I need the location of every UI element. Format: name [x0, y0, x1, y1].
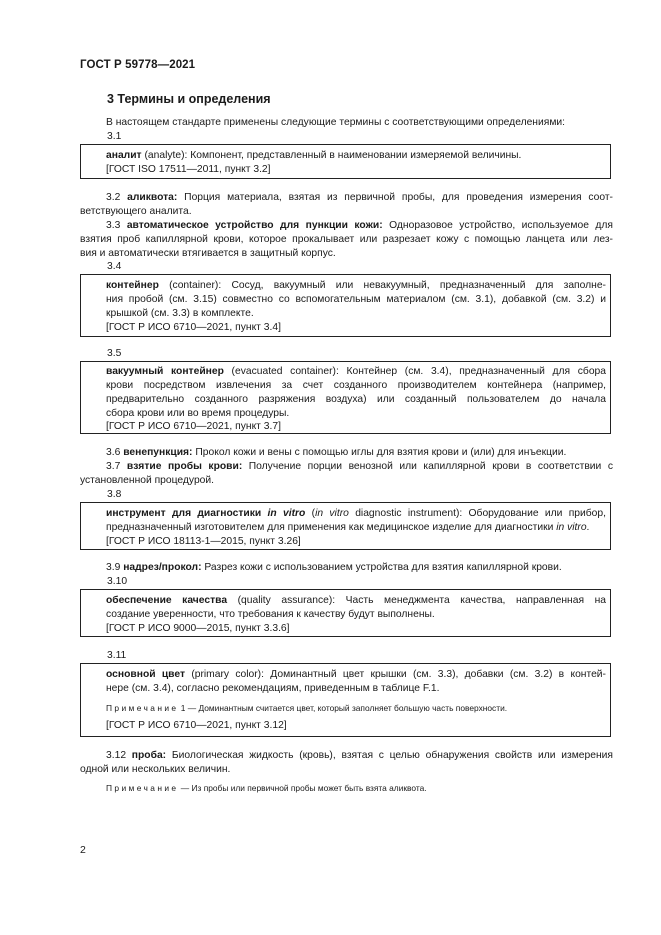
term-3-3: 3.3 автоматическое устройство для пункции кожи: Одноразовое устройство, используемое для: [106, 220, 613, 231]
term-name: основной цвет: [106, 669, 186, 680]
term-note: Примечание 1 — Доминантным считается цвет, который заполняет большую часть поверхности.: [106, 703, 508, 713]
term-source: [ГОСТ ISO 17511—2011, пункт 3.2]: [106, 164, 271, 175]
term-name: обеспечение качества: [106, 595, 228, 606]
term-definition: инструмент для диагностики in vitro (in vitro diagnostic instrument): Оборудование или прибор,: [106, 508, 606, 519]
term-definition-cont: предназначенный изготовителем для применения как медицинское изделие для диагностики in vitro.: [106, 522, 590, 533]
term-name: надрез/прокол:: [123, 562, 202, 573]
term-source: [ГОСТ Р ИСО 9000—2015, пункт 3.3.6]: [106, 623, 290, 634]
term-name: вакуумный контейнер: [106, 366, 224, 377]
term-3-3-cont: взятия проб капиллярной крови, которое прокалывает или разрезает кожу с помощью ланцета или лез-: [80, 234, 613, 245]
term-source: [ГОСТ Р ИСО 6710—2021, пункт 3.7]: [106, 421, 281, 432]
term-source: [ГОСТ Р ИСО 6710—2021, пункт 3.12]: [106, 720, 287, 731]
term-note: Примечание — Из пробы или первичной пробы может быть взята аликвота.: [106, 783, 427, 793]
term-3-3-cont: вия и автоматически втягивается в защитный корпус.: [80, 248, 336, 259]
term-box-3-4: [80, 274, 611, 337]
intro-text: В настоящем стандарте применены следующие термины с соответствующими определениями:: [106, 117, 566, 128]
term-definition: контейнер (container): Сосуд, вакуумный или невакуумный, предназначенный для заполне-: [106, 280, 606, 291]
term-definition-cont: создание уверенности, что требования к качеству будут выполнены.: [106, 609, 435, 620]
term-definition-cont: ния пробой (см. 3.15) совместно со вспомогательным материалом (см. 3.1), добавкой (см. 3.2) и: [106, 294, 606, 305]
term-definition: вакуумный контейнер (evacuated container): Контейнер (см. 3.4), предназначенный для сбора: [106, 366, 606, 377]
term-definition: основной цвет (primary color): Доминантный цвет крышки (см. 3.3), добавки (см. 3.2) в контей-: [106, 669, 606, 680]
term-name: контейнер: [106, 280, 159, 291]
term-definition-cont: крови посредством извлечения за счет созданного производителем контейнера (например,: [106, 380, 606, 391]
section-title: 3 Термины и определения: [107, 92, 271, 106]
term-name: инструмент для диагностики in vitro: [106, 508, 306, 519]
term-name: аликвота:: [127, 192, 178, 203]
term-number: 3.1: [107, 131, 122, 142]
term-number: 3.8: [107, 489, 122, 500]
term-number: 3.4: [107, 261, 122, 272]
term-definition: обеспечение качества (quality assurance): Часть менеджмента качества, направленная на: [106, 595, 606, 606]
term-name: венепункция:: [123, 447, 193, 458]
term-3-12-cont: одной или нескольких величин.: [80, 764, 231, 775]
term-box-3-10: [80, 589, 611, 637]
term-3-12: 3.12 проба: Биологическая жидкость (кровь), взятая с целью обнаружения свойств или измерения: [106, 750, 613, 761]
term-name: аналит: [106, 150, 142, 161]
note-label: Примечание: [106, 703, 179, 713]
term-number: 3.10: [107, 576, 128, 587]
term-definition-cont: крышкой (см. 3.3) в комплекте.: [106, 308, 254, 319]
term-3-7-cont: установленной процедурой.: [80, 475, 215, 486]
term-name: проба:: [131, 750, 167, 761]
term-3-6: 3.6 венепункция: Прокол кожи и вены с помощью иглы для взятия крови и (или) для инъекции.: [106, 447, 567, 458]
term-source: [ГОСТ Р ИСО 18113-1—2015, пункт 3.26]: [106, 536, 301, 547]
term-box-3-8: [80, 502, 611, 550]
term-source: [ГОСТ Р ИСО 6710—2021, пункт 3.4]: [106, 322, 281, 333]
page-number: 2: [80, 844, 86, 856]
term-box-3-5: [80, 361, 611, 434]
term-number: 3.5: [107, 348, 122, 359]
term-box-3-1: [80, 144, 611, 179]
term-3-2: 3.2 аликвота: Порция материала, взятая из первичной пробы, для проведения измерения соот-: [106, 192, 613, 203]
term-3-2-cont: ветствующего аналита.: [80, 206, 192, 217]
term-definition-cont: сбора крови или во время процедуры.: [106, 408, 290, 419]
term-3-7: 3.7 взятие пробы крови: Получение порции венозной или капиллярной крови в соответствии с: [106, 461, 613, 472]
term-definition-cont: предварительно созданного разряжения воздуха) или созданный пользователем до начала: [106, 394, 606, 405]
term-box-3-11: [80, 663, 611, 737]
term-name: автоматическое устройство для пункции кожи:: [126, 220, 383, 231]
term-number: 3.11: [107, 650, 127, 661]
document-code: ГОСТ Р 59778—2021: [80, 59, 196, 71]
term-definition: аналит (analyte): Компонент, представленный в наименовании измеряемой величины.: [106, 150, 522, 161]
term-name: взятие пробы крови:: [126, 461, 243, 472]
note-label: Примечание: [106, 783, 179, 793]
term-3-9: 3.9 надрез/прокол: Разрез кожи с использованием устройства для взятия капиллярной крови.: [106, 562, 562, 573]
term-definition-cont: нере (см. 3.4), согласно рекомендациям, приведенным в таблице F.1.: [106, 683, 440, 694]
